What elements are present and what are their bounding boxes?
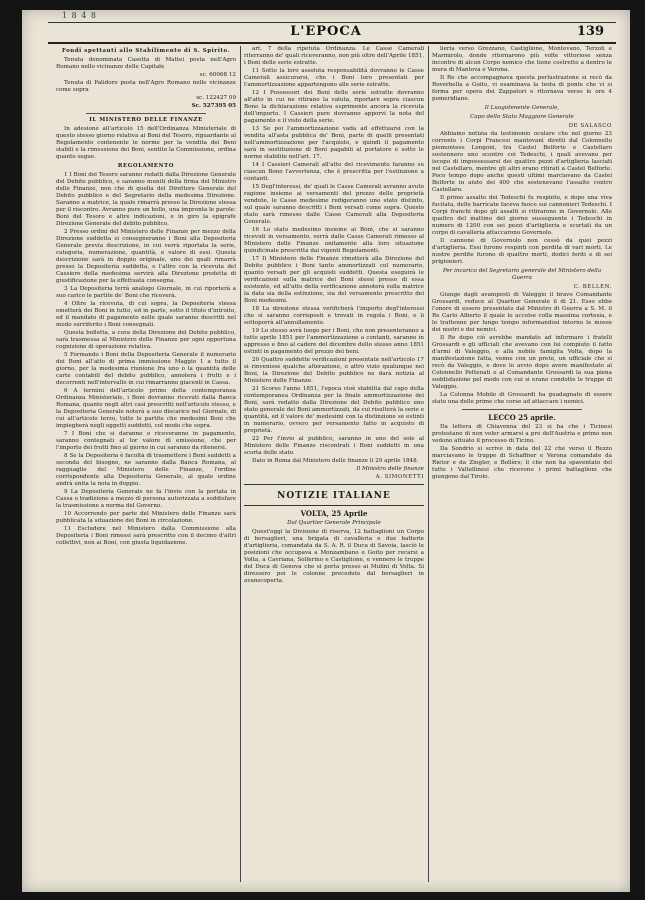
- signature-line: Per incarico del Segretario generale del Ministero della Guerra: [442, 268, 602, 281]
- paragraph: lieria verso Grezzano, Castiglione, Montevano, Terzoli e Marmirolo, donde ritornarono più volte vittoriose senza incontro di alcun Corpo nemico che tiene costretto a dentro le mura di Mantova e Verona.: [432, 46, 612, 73]
- separator: [86, 113, 206, 114]
- paragraph: Quest'oggi la Divisione di riserva, 12 battaglioni un Corpo di bersaglieri, una brigata di cavalleria e due batterie d'artiglieria, comandata da S. A. R. il Duca di Savoia, lasciò le posizioni che occupava a Monzambano e Goito per recarsi a Volta, a Cavriana, Solferino e Castiglione, e vennero le truppe del Duca di Genova che si porta presso ai Mulini di Volta. Si diressero poi le colonne precedute dal bersaglieri in avanscoperta.: [244, 529, 424, 584]
- column-1: [56, 46, 236, 548]
- column-2: [244, 46, 424, 586]
- signature-name: C. BELLEN.: [573, 284, 612, 290]
- paragraph: Il cannone di Governolo non cessò da quei pezzi d'artiglieria. Essi furono respinti con perdita di vari morti. Le nostre perdite furono di quattro morti, dodici feriti e di sei prigionieri.: [432, 238, 612, 265]
- paragraph: 19 Lo stesso avrà luogo per i Boni, che non presenteranno a tutto aprile 1851 per l'ammortizzazione a contanti, saranno in appresso e fino al cadere del dicembre dello stesso anno 1851 estinti in pagamento del prezzo dei beni.: [244, 328, 424, 355]
- paragraph: Giunge dagli avamposti di Valeggio il bravo Comandante Grossardi, reduce al Quartier Generale il di 21. Esso ebbe l'onore di essere presentato dal Ministro di Guerra a S. M. il Re Carlo Alberto il quale lo accolse colla massima cortesia, e lo trattenne per lungo tempo informandosi intorno le mosse dei nostri e dei nemici.: [432, 292, 612, 333]
- section-heading: REGOLAMENTO: [117, 163, 175, 169]
- column-divider: [428, 46, 429, 882]
- decree-date: Dato in Roma dal Ministero delle finanze li 29 aprile 1848.: [252, 458, 419, 464]
- paragraph: 2 Presso ordini del Ministero delle Finanze per mezzo della Direzione suddetta si consegneranno i Boni alla Depositeria Generale previa descrizione, in cui verrà riportata la serie, categoria, numerazione, quantità, e valore di essi. Questa descrizione sarà in doppio originale, uno dei quali rimarrà presso la Depositeria suddetta, e l'altro con la ricevuta del Cassiere della medesima servirà alla Direzione predetta di giustificazione per la effettuata consegna.: [56, 229, 236, 284]
- header-rule: [48, 42, 616, 44]
- paragraph: 4 Oltre la ricevuta, di cui sopra, la Depositeria stessa emetterà dei Boni in tutto, ed in parte, sotto il titolo d'introito, ed il mandato di pagamento nelle quale saranno descritti nel modo surriferito i Boni consegnati.: [56, 301, 236, 328]
- signature-line: Capo dello Stato Maggiore Generale: [470, 114, 574, 120]
- paragraph: 10 Accorrendo per parte del Ministero delle Finanze sarà pubblicata la situazione dei Boni in circolazione.: [56, 511, 236, 524]
- ministry-heading: IL MINISTERO DELLE FINANZE: [89, 117, 203, 123]
- paragraph: In adesione all'articolo 15 dell'Ordinanza Ministeriale di questo stesso giorno relativa ai Boni del Tesoro, riguardante al Regolamento contenente le norme per la vendita dei Beni stabili e la rimessione dei Boni, sentito la Commissione, ordina quanto segue.: [56, 126, 236, 160]
- paragraph: 11 Escludere nel Ministero dalla Commissione alla Depositeria i Boni rimessi sarà prescritto con il decimo d'altri collettivi, non ai Boni, con giusta liquidazione.: [56, 526, 236, 546]
- paragraph: 22 Per l'invio al pubblico, saranno in uno del sole al Ministero delle Finanze riscontrati i Boni suddetti in una scorta delle stato.: [244, 436, 424, 456]
- paragraph: 18 La direzione stessa verificherà l'importo degl'interessi che si saranno corrisposti e trovati in regola i Boni, e li sottoporrà all'annullamento.: [244, 306, 424, 326]
- column-3: [432, 46, 612, 482]
- paragraph: 17 Il Ministero delle Finanze rimetterà alla Direzione del Debito pubblico i Boni tanto ammortizzati col numerario, quanto versati per gli acquisti suddetti. Questa eseguirà le verificazioni sulla matrice dei Boni stessi presso di essa esistente, ed all'atto della verificazione annoterà sulla matrice la data sia della estinzione, sia del versamento prescritto dei Boni medesimi.: [244, 256, 424, 304]
- signature-line: Il Luogotenente Generale,: [484, 105, 560, 111]
- paragraph: 3 La Depositeria terrà analogo Giornale, in cui riporterà a suo carico le partite de' Boni che riceverà.: [56, 286, 236, 299]
- paragraph: Questa bolletta, a cura della Direzione del Debito pubblico, sarà trasmessa al Ministero delle Finanze per ogni opportuna cognizione di operazione relativa.: [56, 330, 236, 350]
- paragraph: 9 La Depositeria Generale ne fa l'invio con la portata in Cassa o tradizione a mezzo di persona autorizzata a soddisfare la trasmissione a norma del Governo.: [56, 489, 236, 509]
- paragraph: art. 7 della ripetuta Ordinanza. Le Casse Camerali riterranno de' quali riceveranno, non più oltre dell'Aprile 1851, i Boni delle serie estratte.: [244, 46, 424, 66]
- paragraph: La Colonna Mobile di Grossardi ha guadagnato di essere stato una delle prime che corse ad attaccare i nemici.: [432, 392, 612, 405]
- top-rule: [48, 22, 616, 23]
- header-fragment: 1 8 4 8: [62, 11, 97, 20]
- news-box: [244, 484, 424, 506]
- signature-name: A. SIMONETTI: [375, 474, 424, 480]
- masthead-title: L'EPOCA: [290, 24, 362, 39]
- hq-line: Dal Quartier Generale Principale: [287, 520, 381, 526]
- fund-total: Sc. 527395 05: [191, 103, 236, 109]
- signature-name: DE SALASCO: [568, 123, 612, 129]
- paragraph: 21 Scorso l'anno 1851, l'epoca cioè stabilita dal capo della contemporanea Ordinanza per la finale ammortizzazione dei Boni, sarà redatto dalla Direzione del Debito pubblico uno stato generale dei Boni ammortizzati, da cui risulterà la serie e quantità, ed il valore de' medesimi con la distinzione se estinti in numerario, ovvero per versamento fatto in acquisto di proprietà.: [244, 386, 424, 434]
- paragraph: 6 A termini dell'articolo primo della contemporanea Ordinanza Ministeriale, i Boni dovranno ricevuti dalla Banca Romana, quanto negli altri casi prescritti nell'articolo stesso, e la Depositeria Generale noterà a suo discarico nel Giornale, di cui all'articolo terzo, tutte le partite che medesimi Boni che impiegherà negli oggetti suddetti, col modo che sopra.: [56, 388, 236, 429]
- paragraph: Il Re dopo ciò avrebbe mandato ad informare i fratelli Grossardi e gli ufficiali che avevano con lui compiuto il fatto d'armi di Valeggio, e alla nobile famiglia Volta, dopo la manifestazione fatta, venne con un prete, un ufficiale che si recò da Valeggio, e dove lo avvio dopo avere manifestato al Colonnello Pettenati e al Comandante Grossardi la sua piena soddisfazione pel modo con cui si erano condotte le truppe di Valeggio.: [432, 335, 612, 390]
- paragraph: 13 Se poi l'ammortizzazione vada ad effettuarsi con la vendita all'asta pubblica de' Beni, parte di quelli presentati nell'ammortizzazione per l'acquisto, e quindi il pagamento sarà in sostituzione di Boni pagabili al portatore e sotto le norme stabilite nell'art. 17.: [244, 126, 424, 160]
- signature-title: Il Ministro delle finanze: [356, 466, 424, 472]
- paragraph: Abbiamo notizia da testimonio oculare che nel giorno 23 corrente i Corpi Francesi mantovani diretti dal Colonnello piemontese Longoni, tra Castel Belforte e Castellaro sostennero uno scontro coi Tedeschi, i quali avevano per iscopo di impossessarsi dei quattro pezzi d'artiglieria lasciati nel Castellaro, mentre gli altri erano ritirati a Castel Belforte. Poco tempo dopo anche questi ultimi marciavano da Castel Belforte in aiuto dei 400 che sostenevano l'assalto contro Castellaro.: [432, 131, 612, 193]
- fund-text: Tenuta denominata Casetta di Mattei posta nell'Agro Romano nello vicinanze delle Capitale: [56, 57, 236, 70]
- column-divider: [240, 46, 241, 882]
- paragraph: 12 I Possessori dei Boni delle serie estratte dovranno all'atto in cui ne ritirano la valuta, riportare sopra ciascun Bono la dichiarazione relativa esprimente ancora la ricevuta dell'importo. I Cassieri pure dovranno apporvi la nota del pagamento e il visto della serie.: [244, 90, 424, 124]
- fund-text: Tenuta di Palidoro posta nell'Agro Romano nelle vicinanze come sopra: [56, 80, 236, 93]
- paragraph: 1 I Boni del Tesoro saranno redatti dalla Direzione Generale del Debito pubblico, e saranno muniti della firma del Ministro delle Finanze, non che di quella del Direttore Generale del Debito pubblico e del Segretario della medesima Direzione. Saranno a matrice, la quale rimarrà presso la Direzione stessa per il riscontro. Avranno pure un bollo, una impronta le parole: Boni del Tesoro e altre indicazioni, e in giro la epigrafe Direzione Generale del debito pubblico.: [56, 172, 236, 227]
- dateline: LECCO 25 aprile.: [488, 413, 556, 422]
- newspaper-page: [22, 10, 630, 892]
- paragraph: 14 I Cassieri Camerali all'atto del ricevimento faranno su ciascun Bono l'avvertenza, che è prescritta per l'estinzione a contanti.: [244, 162, 424, 182]
- paragraph: 16 Lo stato medesimo insieme ai Boni, che si saranno ricevuti in versamento, verrà dalle Casse Camerali rimesso al Ministero delle Finanze unitamente alla loro situazione quindicinale prescritta dai vigenti Regolamenti.: [244, 227, 424, 254]
- news-title: NOTIZIE ITALIANE: [277, 491, 391, 501]
- fund-amount: sc. 60068 12: [199, 72, 236, 78]
- dateline: VOLTA, 25 Aprile: [300, 509, 368, 518]
- paragraph: Da lettera di Chiavenna del 23 si ha che i Ticinesi protestano di non voler armarsi a pro dell'Austria e primo non vedono attuato il processo di Ticino.: [432, 424, 612, 444]
- paragraph: Il Re che accompagnava questa perlustrazione si recò da Roverbella a Goito, vi esaminava la testa di ponte che vi si forma per opera dei Zappatori e ritornava verso le ore 4 pomeridiane.: [432, 75, 612, 102]
- paragraph: Il primo assalto dei Tedeschi fu respinto, e dopo una viva fucilata, delle barricate faceva fuoco sui cannonieri Tedeschi. I Corpi franchi dopo gli assalti si ritirarono in Governolo. Alle quattro del mattino del giorno susseguente i Tedeschi in numero di 1200 con sei pezzi d'artiglieria e scortati da un corpo di cavalleria attaccarono Governolo.: [432, 195, 612, 236]
- paragraph: 5 Formando i Boni della Depositeria Generale il numerario dei Boni all'atto di prima immissione Maggio 1 a tutto il giorno, per la medesima riunione fra uno o la quantità delle carte contabili del debito pubblico, annoterà i frutti e i decorrenti nell'intervallo in cui rimarranno giacenti in Cassa.: [56, 352, 236, 386]
- page-number: 139: [576, 24, 604, 39]
- separator: [462, 409, 582, 410]
- paragraph: 7 I Boni che si daranno o riceveranno in pagamento, saranno contegnati al lor valore di emissione, che per l'importo dei frutti fino al giorno in cui saranno da ritenersi.: [56, 431, 236, 451]
- paragraph: 8 Se la Depositeria è facoltà di trasmettere i Boni suddetti a seconda del bisogno, ne saranno dalla Banca Romana, al ragguaglio del Ministero delle Finanze, l'ordine corrispondente alla Depositeria Generale, al quale ordine andrà unita la nota in doppio.: [56, 453, 236, 487]
- paragraph: 15 Degl'interessi, de' quali le Casse Camerali avranno avuto ragione insieme ai versamenti del prezzo delle proprietà vendute, le Casse medesime redigeranno uno stato distinto, sul quale saranno descritti i Boni versati come sopra. Questo stato sarà rimesso dalle Casse Camerali alla Depositeria Generale.: [244, 184, 424, 225]
- paragraph: 11 Sotto la loro assoluta responsabilità dovranno le Casse Camerali assicurarsi, che i Boni loro presentati per l'ammortizzazione appartengono alle serie estratte.: [244, 68, 424, 88]
- fund-amount: sc. 122427 09: [196, 95, 236, 101]
- paragraph: Da Sondrio si scrive in data del 22 che verso il Rezzo marciavano le truppe di Schaffner e Verona comandate da Rietor e da Zingler, e Bollèrs; il che non ha spaventato del tutto i Valtellinesi che ricevono i primi battaglioni che giungono dal Tirolo.: [432, 446, 612, 480]
- paragraph: 20 Quattro suddette verificazioni presentate nell'articolo 17 si rinvenisse qualche alterazione, o altro vizio qualunque nei Boni, la Direzione del Debito pubblico ne darà notizia al Ministero delle Finanze.: [244, 357, 424, 384]
- fund-heading: Fondi spettanti allo Stabilimento di S. Spirito.: [61, 48, 231, 54]
